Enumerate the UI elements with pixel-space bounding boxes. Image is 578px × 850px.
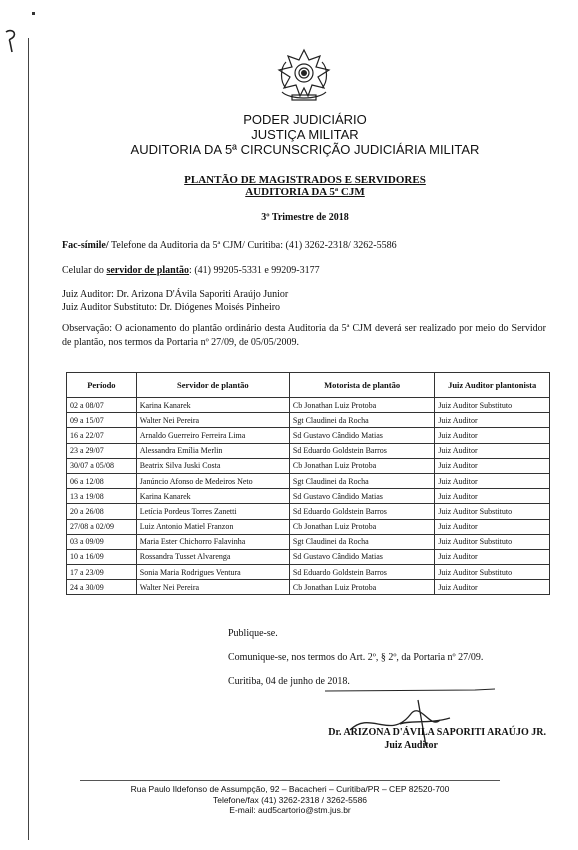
table-row: [67, 413, 550, 428]
title-line-1: PLANTÃO DE MAGISTRADOS E SERVIDORES: [184, 174, 426, 186]
margin-mark-icon: [2, 28, 24, 54]
cell-motorista: Sgt Claudinei da Rocha: [289, 534, 434, 549]
footer: [100, 784, 480, 816]
cell-motorista: Sgt Claudinei da Rocha: [289, 473, 434, 488]
cell-periodo: 02 a 08/07: [67, 398, 137, 413]
table-row: [67, 489, 550, 504]
cell-motorista: Sd Eduardo Goldstein Barros: [289, 443, 434, 458]
cell-periodo: 20 a 26/08: [67, 504, 137, 519]
cell-juiz: Juiz Auditor Substituto: [435, 565, 550, 580]
cell-servidor: Rossandra Tusset Alvarenga: [136, 549, 289, 564]
fax-line: [62, 240, 397, 251]
cell-periodo: 16 a 22/07: [67, 428, 137, 443]
cell-periodo: 23 a 29/07: [67, 443, 137, 458]
cell-motorista: Sd Gustavo Cândido Matias: [289, 428, 434, 443]
table-row: [67, 565, 550, 580]
cell-juiz: Juiz Auditor Substituto: [435, 504, 550, 519]
cell-servidor: Luiz Antonio Matiel Franzon: [136, 519, 289, 534]
cell-juiz: Juiz Auditor: [435, 458, 550, 473]
header-line-1: PODER JUDICIÁRIO: [243, 112, 367, 127]
scan-dot: [32, 12, 35, 15]
header-motorista: Motorista de plantão: [289, 373, 434, 398]
document-title: [70, 174, 540, 198]
table-row: [67, 534, 550, 549]
table-row: [67, 458, 550, 473]
header-line-3: AUDITORIA DA 5ª CIRCUNSCRIÇÃO JUDICIÁRIA MILITAR: [130, 142, 480, 157]
cell-juiz: Juiz Auditor: [435, 428, 550, 443]
signatory-role: Juiz Auditor: [384, 740, 438, 751]
quarter-heading: 3º Trimestre de 2018: [261, 212, 349, 223]
cell-motorista: Sgt Claudinei da Rocha: [289, 413, 434, 428]
observation-paragraph: Observação: O acionamento do plantão ordinário desta Auditoria da 5ª CJM deverá ser realizado por meio do Servidor de plantão, nos termos da Portaria nº 27/09, de 05/05/2009.: [62, 323, 546, 348]
header-line-2: JUSTIÇA MILITAR: [251, 127, 359, 142]
table-row: [67, 428, 550, 443]
cell-servidor: Karina Kanarek: [136, 398, 289, 413]
cell-periodo: 30/07 a 05/08: [67, 458, 137, 473]
cell-periodo: 09 a 15/07: [67, 413, 137, 428]
table-header-row: [67, 373, 550, 398]
cell-servidor: Karina Kanarek: [136, 489, 289, 504]
duty-schedule-table: [66, 372, 550, 595]
cell-motorista: Cb Jonathan Luiz Protoba: [289, 519, 434, 534]
cell-juiz: Juiz Auditor: [435, 549, 550, 564]
cell-motorista: Sd Gustavo Cândido Matias: [289, 489, 434, 504]
table-body: [67, 398, 550, 595]
cell-motorista: Sd Eduardo Goldstein Barros: [289, 504, 434, 519]
footer-email: E-mail: aud5cartorio@stm.jus.br: [229, 805, 351, 815]
cell-periodo: 17 a 23/09: [67, 565, 137, 580]
cell-periodo: 03 a 09/09: [67, 534, 137, 549]
fax-label: Fac-símile/: [62, 240, 109, 251]
title-line-2: AUDITORIA DA 5ª CJM: [245, 186, 365, 198]
institution-header: [70, 112, 540, 157]
coat-of-arms-icon: [274, 48, 334, 106]
cell-periodo: 27/08 a 02/09: [67, 519, 137, 534]
cell-periodo: 06 a 12/08: [67, 473, 137, 488]
cell-periodo: 10 a 16/09: [67, 549, 137, 564]
cell-motorista: Sd Gustavo Cândido Matias: [289, 549, 434, 564]
celular-label: servidor de plantão: [106, 265, 190, 276]
date-line: Curitiba, 04 de junho de 2018.: [228, 676, 350, 687]
cell-servidor: Letícia Pordeus Torres Zanetti: [136, 504, 289, 519]
cell-servidor: Arnaldo Guerreiro Ferreira Lima: [136, 428, 289, 443]
cell-motorista: Sd Eduardo Goldstein Barros: [289, 565, 434, 580]
cell-juiz: Juiz Auditor: [435, 519, 550, 534]
cell-motorista: Cb Jonathan Luiz Protoba: [289, 398, 434, 413]
cell-juiz: Juiz Auditor Substituto: [435, 398, 550, 413]
cell-juiz: Juiz Auditor: [435, 413, 550, 428]
footer-divider: [80, 780, 500, 781]
cell-juiz: Juiz Auditor: [435, 473, 550, 488]
cell-periodo: 24 a 30/09: [67, 580, 137, 595]
comunique-line: Comunique-se, nos termos do Art. 2º, § 2º, da Portaria nº 27/09.: [228, 652, 484, 663]
header-juiz: Juiz Auditor plantonista: [435, 373, 550, 398]
cell-servidor: Alessandra Emília Merlin: [136, 443, 289, 458]
signatory-name: Dr. ARIZONA D'ÁVILA SAPORITI ARAÚJO JR.: [328, 727, 546, 738]
cell-juiz: Juiz Auditor Substituto: [435, 534, 550, 549]
cell-servidor: Sonia Maria Rodrigues Ventura: [136, 565, 289, 580]
cell-servidor: Beatrix Silva Juski Costa: [136, 458, 289, 473]
celular-prefix: Celular do: [62, 265, 107, 276]
table-row: [67, 398, 550, 413]
table-row: [67, 473, 550, 488]
cell-servidor: Maria Ester Chichorro Falavinha: [136, 534, 289, 549]
table-row: [67, 549, 550, 564]
cell-juiz: Juiz Auditor: [435, 580, 550, 595]
fax-text: Telefone da Auditoria da 5ª CJM/ Curitiba: (41) 3262-2318/ 3262-5586: [108, 240, 397, 251]
cell-motorista: Cb Jonathan Luiz Protoba: [289, 580, 434, 595]
cell-servidor: Walter Nei Pereira: [136, 580, 289, 595]
celular-line: [62, 265, 320, 276]
publique-line: Publique-se.: [228, 628, 278, 639]
table-row: [67, 443, 550, 458]
header-periodo: Período: [67, 373, 137, 398]
cell-juiz: Juiz Auditor: [435, 443, 550, 458]
footer-phone: Telefone/fax (41) 3262-2318 / 3262-5586: [212, 794, 368, 805]
footer-address: Rua Paulo Ildefonso de Assumpção, 92 – Bacacheri – Curitiba/PR – CEP 82520-700: [130, 784, 450, 794]
table-row: [67, 519, 550, 534]
juiz-auditor-line: Juiz Auditor: Dr. Arizona D'Ávila Saporiti Araújo Junior: [62, 289, 289, 300]
table-row: [67, 580, 550, 595]
table-row: [67, 504, 550, 519]
header-servidor: Servidor de plantão: [136, 373, 289, 398]
cell-juiz: Juiz Auditor: [435, 489, 550, 504]
cell-motorista: Cb Jonathan Luiz Protoba: [289, 458, 434, 473]
cell-servidor: Janúncio Afonso de Medeiros Neto: [136, 473, 289, 488]
cell-periodo: 13 a 19/08: [67, 489, 137, 504]
celular-text: : (41) 99205-5331 e 99209-3177: [189, 265, 320, 276]
cell-servidor: Walter Nei Pereira: [136, 413, 289, 428]
juiz-substituto-line: Juiz Auditor Substituto: Dr. Diógenes Moisés Pinheiro: [62, 302, 281, 313]
